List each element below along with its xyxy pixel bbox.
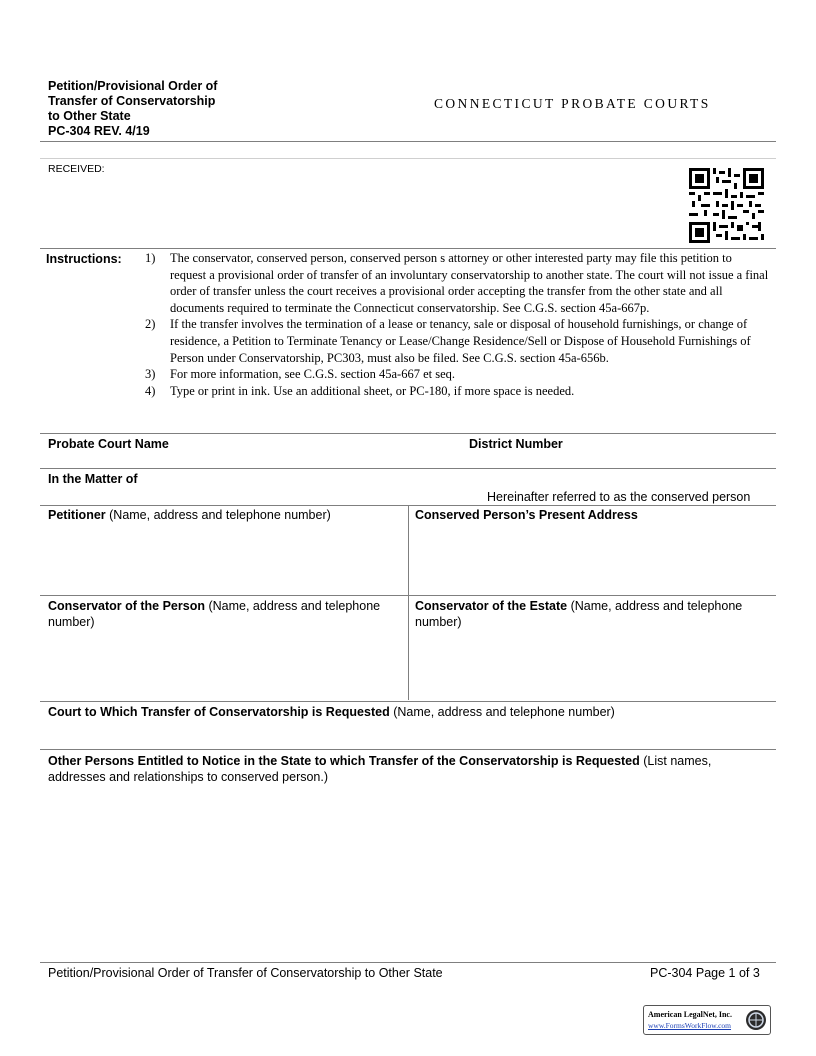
- received-top-line: [40, 158, 776, 159]
- other-persons-top-line: [40, 749, 776, 750]
- conservator-row-top-line: [40, 595, 776, 596]
- footer-page-number: PC-304 Page 1 of 3: [650, 966, 760, 980]
- matter-row-top-line: [40, 468, 776, 469]
- instructions-top-line: [40, 248, 776, 249]
- conservator-estate-label: Conservator of the Estate: [415, 599, 568, 613]
- court-name: CONNECTICUT PROBATE COURTS: [434, 96, 711, 111]
- instruction-item: [145, 383, 770, 400]
- court-transfer-label: Court to Which Transfer of Conservatorship is Requested: [48, 705, 390, 719]
- court-row-top-line: [40, 433, 776, 434]
- instruction-number: 2): [145, 317, 156, 332]
- form-number: PC-304 REV. 4/19: [48, 124, 150, 138]
- other-persons-label: Other Persons Entitled to Notice in the State to which Transfer of the Conservatorship is Requested: [48, 754, 640, 768]
- conserved-address-label: Conserved Person’s Present Address: [415, 508, 638, 522]
- conservator-estate-field[interactable]: [415, 599, 771, 630]
- other-persons-note: (List names, addresses and relationships to conserved person.): [48, 754, 712, 784]
- probate-court-name-label: Probate Court Name: [48, 437, 169, 451]
- in-the-matter-of-label: In the Matter of: [48, 472, 138, 486]
- footer-form-title: Petition/Provisional Order of Transfer of Conservatorship to Other State: [48, 966, 443, 980]
- header-divider: [40, 141, 776, 142]
- conservator-person-field[interactable]: [48, 599, 388, 630]
- probate-court-name-field[interactable]: [48, 437, 169, 451]
- petitioner-note: (Name, address and telephone number): [105, 508, 331, 522]
- hereinafter-note: Hereinafter referred to as the conserved person: [487, 490, 751, 504]
- vendor-badge[interactable]: [643, 1005, 771, 1035]
- instruction-text: Type or print in ink. Use an additional sheet, or PC-180, if more space is needed.: [170, 383, 575, 398]
- instruction-number: 4): [145, 383, 156, 398]
- district-number-label: District Number: [469, 437, 563, 451]
- court-transfer-field[interactable]: [48, 705, 615, 719]
- received-label: RECEIVED:: [48, 163, 105, 175]
- instruction-item: [145, 316, 770, 366]
- form-title: [48, 79, 217, 139]
- form-title-line-1: Petition/Provisional Order of: [48, 79, 218, 93]
- petitioner-field[interactable]: [48, 508, 331, 522]
- instruction-text: If the transfer involves the termination of a lease or tenancy, sale or disposal of household furnishings, or change of residence, a Petition to Terminate Tenancy or Lease/Change Residence/Sell or Dispose of Household Furnishings of Person under Conservatorship, PC303, must also be filed. See C.G.S. section 45a-656b.: [170, 317, 751, 365]
- vendor-name: American LegalNet, Inc.: [648, 1010, 732, 1019]
- instruction-text: The conservator, conserved person, conserved person s attorney or other interested party may file this petition to request a provisional order of transfer of an involuntary conservatorship to another state. The court will not issue a final order of transfer unless the court receives a provisional order accepting the transfer from the other state and all documents required to terminate the Connecticut conservatorship. See C.G.S. section 45a-667p.: [170, 251, 769, 315]
- footer-line: [40, 962, 776, 963]
- conservator-estate-note: (Name, address and telephone number): [415, 599, 743, 629]
- court-transfer-top-line: [40, 701, 776, 702]
- conservator-person-note: (Name, address and telephone number): [48, 599, 381, 629]
- qr-code-icon: [689, 168, 764, 243]
- column-divider: [408, 505, 409, 700]
- conserved-address-field[interactable]: [415, 508, 638, 522]
- instructions-list: [145, 250, 770, 399]
- other-persons-field[interactable]: [48, 753, 770, 785]
- form-title-line-3: to Other State: [48, 109, 131, 123]
- instruction-number: 3): [145, 367, 156, 382]
- district-number-field[interactable]: [469, 437, 563, 451]
- in-the-matter-of-field[interactable]: [48, 472, 138, 486]
- form-title-line-2: Transfer of Conservatorship: [48, 94, 216, 108]
- instruction-text: For more information, see C.G.S. section 45a-667 et seq.: [170, 367, 456, 382]
- instruction-item: [145, 250, 770, 316]
- globe-icon: [745, 1009, 767, 1031]
- conservator-person-label: Conservator of the Person: [48, 599, 205, 613]
- vendor-link[interactable]: www.FormsWorkFlow.com: [648, 1021, 732, 1030]
- instructions-label: Instructions:: [46, 252, 122, 266]
- court-transfer-note: (Name, address and telephone number): [389, 705, 615, 719]
- instruction-number: 1): [145, 251, 156, 265]
- instruction-item: [145, 366, 770, 383]
- petitioner-label: Petitioner: [48, 508, 106, 522]
